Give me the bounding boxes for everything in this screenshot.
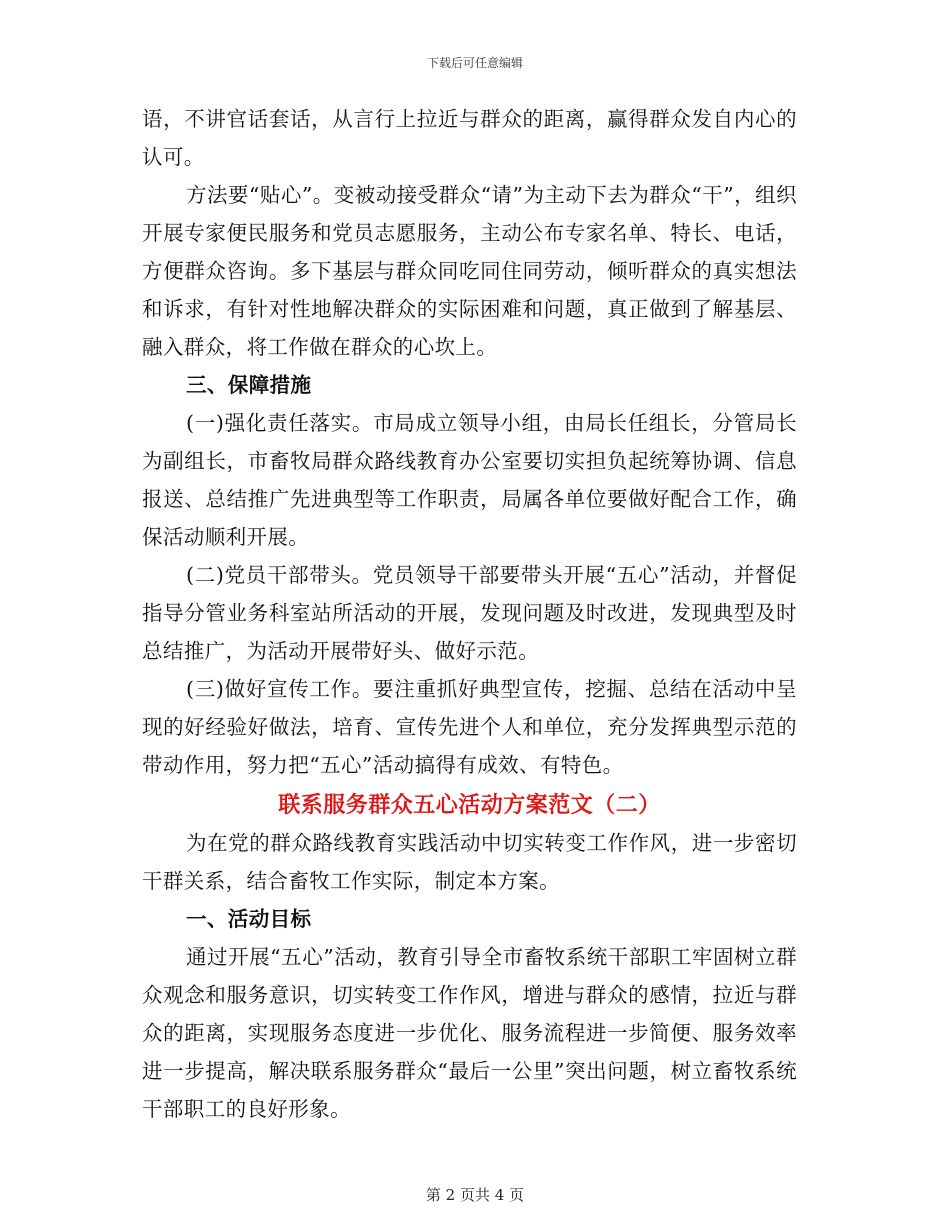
paragraph-method: 方法要“贴心”。变被动接受群众“请”为主动下去为群众“干”，组织开展专家便民服务和党员志愿服务，主动公布专家名单、特长、电话，方便群众咨询。多下基层与群众同吃同住同劳动，倾听群众的真实想法和诉求，有针对性地解决群众的实际困难和问题，真正做到了解基层、融入群众，将工作做在群众的心坎上。 <box>142 183 797 359</box>
document-title: 联系服务群众五心活动方案范文（二） <box>278 792 661 818</box>
section-heading-safeguards: 三、保障措施 <box>186 373 312 397</box>
page-header: 下载后可任意编辑 <box>426 56 523 70</box>
paragraph-intro: 为在党的群众路线教育实践活动中切实转变工作作风，进一步密切干群关系，结合畜牧工作实际，制定本方案。 <box>142 831 797 893</box>
document-body <box>142 100 797 1128</box>
paragraph-safeguard-3: (三)做好宣传工作。要注重抓好典型宣传，挖掘、总结在活动中呈现的好经验好做法，培育、宣传先进个人和单位，充分发挥典型示范的带动作用，努力把“五心”活动搞得有成效、有特色。 <box>142 677 797 777</box>
section-heading-goals: 一、活动目标 <box>186 907 312 931</box>
paragraph-safeguard-1: (一)强化责任落实。市局成立领导小组，由局长任组长，分管局长为副组长，市畜牧局群众路线教育办公室要切实担负起统筹协调、信息报送、总结推广先进典型等工作职责，局属各单位要做好配合工作，确保活动顺利开展。 <box>142 411 797 549</box>
paragraph-continuation: 语，不讲官话套话，从言行上拉近与群众的距离，赢得群众发自内心的认可。 <box>142 107 797 169</box>
page-footer: 第 2 页共 4 页 <box>425 1186 525 1204</box>
paragraph-goals: 通过开展“五心”活动，教育引导全市畜牧系统干部职工牢固树立群众观念和服务意识，切实转变工作作风，增进与群众的感情，拉近与群众的距离，实现服务态度进一步优化、服务流程进一步简便、服务效率进一步提高，解决联系服务群众“最后一公里”突出问题，树立畜牧系统干部职工的良好形象。 <box>142 945 797 1121</box>
paragraph-safeguard-2: (二)党员干部带头。党员领导干部要带头开展“五心”活动，并督促指导分管业务科室站所活动的开展，发现问题及时改进，发现典型及时总结推广，为活动开展带好头、做好示范。 <box>142 563 797 663</box>
